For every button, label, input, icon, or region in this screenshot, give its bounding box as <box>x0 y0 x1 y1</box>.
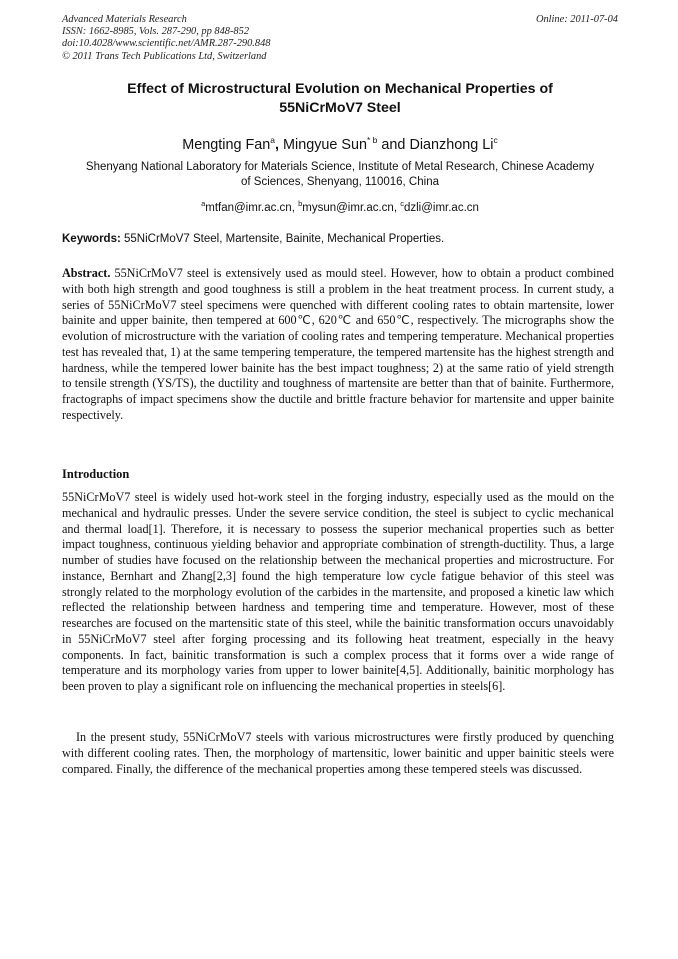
introduction-heading: Introduction <box>62 467 130 481</box>
title-line-1: Effect of Microstructural Evolution on Mechanical Properties of <box>127 81 553 97</box>
paper-title <box>62 80 618 118</box>
affiliation-line-2: of Sciences, Shenyang, 110016, China <box>241 176 439 188</box>
journal-header <box>62 14 618 63</box>
affiliation-line-1: Shenyang National Laboratory for Materials Science, Institute of Metal Research, Chinese Academy <box>85 161 595 173</box>
author-3-name: Dianzhong Li <box>409 137 494 153</box>
email-list <box>62 196 618 216</box>
abstract-text: 55NiCrMoV7 steel is extensively used as mould steel. However, how to obtain a product combined with both high strength and good toughness is still a problem in the heat treatment process. In current study, a series of 55NiCrMoV7 steel specimens were quenched with different cooling rates to obtain martensite, lower bainite and upper bainite, then tempered at 600℃, 620℃ and 650℃, respectively. The micrographs show the evolution of microstructure with the variation of cooling rates and tempering temperature. Mechanical properties test has revealed that, 1) at the same tempering temperature, the tempered martensite has the highest strength and hardness, while the tempered lower bainite has the best impact toughness; 2) at the same ratio of yield strength to tensile strength (YS/TS), the ductility and toughness of martensite are better than that of bainite. Furthermore, fractographs of impact specimens show the ductile and brittle fracture behavior for martensite and upper bainite respectively. <box>62 266 614 422</box>
email-a-sup: a <box>201 199 206 208</box>
author-1-sup: a <box>270 135 276 145</box>
email-a: mtfan@imr.ac.cn, <box>205 202 299 214</box>
author-sep-1: , <box>275 137 284 153</box>
introduction-paragraph-1: 55NiCrMoV7 steel is widely used hot-work steel in the forging industry, especially used as the mould on the mechanical and hydraulic presses. Under the severe service condition, the steel is subject to cyclic mechanical and thermal load[1]. Therefore, it is necessary to possess the superior mechanical properties such as better impact toughness, continuous yielding behavior and appropriate combination of strength-ductility. Thus, a large number of studies have focused on the relationship between the mechanical properties and microstructure. For instance, Bernhart and Zhang[2,3] found the high temperature low cycle fatigue behavior of this steel was strongly related to the morphology evolution of the carbides in the martensite, and proposed a kinetic law which reflected the relationship between hardness and tempering time and temperature. However, most of these researches are focused on the martensitic state of this steel, while the bainitic transformation occurs unavoidably in 55NiCrMoV7 steel after forging processing and its following heat treatment, especially in the heavy components. In fact, bainitic transformation is such a complex process that it forms over a wide range of temperature and its morphology varies from upper to lower bainite[4,5]. Additionally, bainitic morphology has been proven to play a significant role on influencing the mechanical properties in steels[6]. <box>62 490 614 693</box>
title-line-2: 55NiCrMoV7 Steel <box>279 100 401 116</box>
online-date: Online: 2011-07-04 <box>535 14 618 25</box>
author-2-name: Mingyue Sun <box>283 137 368 153</box>
email-b-sup: b <box>298 199 303 208</box>
affiliation <box>62 160 618 190</box>
author-2-sup: * b <box>367 135 378 145</box>
abstract <box>62 266 614 424</box>
email-c: dzli@imr.ac.cn <box>403 202 479 214</box>
author-sep-2: and <box>377 137 410 153</box>
keywords-text: 55NiCrMoV7 Steel, Martensite, Bainite, Mechanical Properties. <box>120 233 445 245</box>
doi-line: doi:10.4028/www.scientific.net/AMR.287-290.848 <box>62 38 271 50</box>
author-3-sup: c <box>493 135 498 145</box>
copyright-line: © 2011 Trans Tech Publications Ltd, Switzerland <box>62 50 267 62</box>
email-b: mysun@imr.ac.cn, <box>302 202 401 214</box>
author-list <box>62 131 618 154</box>
issn-line: ISSN: 1662-8985, Vols. 287-290, pp 848-852 <box>62 26 250 38</box>
keywords <box>62 232 618 247</box>
keywords-label: Keywords: <box>62 233 121 245</box>
email-c-sup: c <box>400 199 404 208</box>
introduction-paragraph-2: In the present study, 55NiCrMoV7 steels with various microstructures were firstly produced by quenching with different cooling rates. Then, the morphology of martensitic, lower bainitic and upper bainitic steels were compared. Finally, the difference of the mechanical properties among these tempered steels was discussed. <box>62 730 614 776</box>
abstract-label: Abstract. <box>62 266 111 280</box>
author-1-name: Mengting Fan <box>182 137 271 153</box>
journal-name: Advanced Materials Research <box>62 14 187 25</box>
